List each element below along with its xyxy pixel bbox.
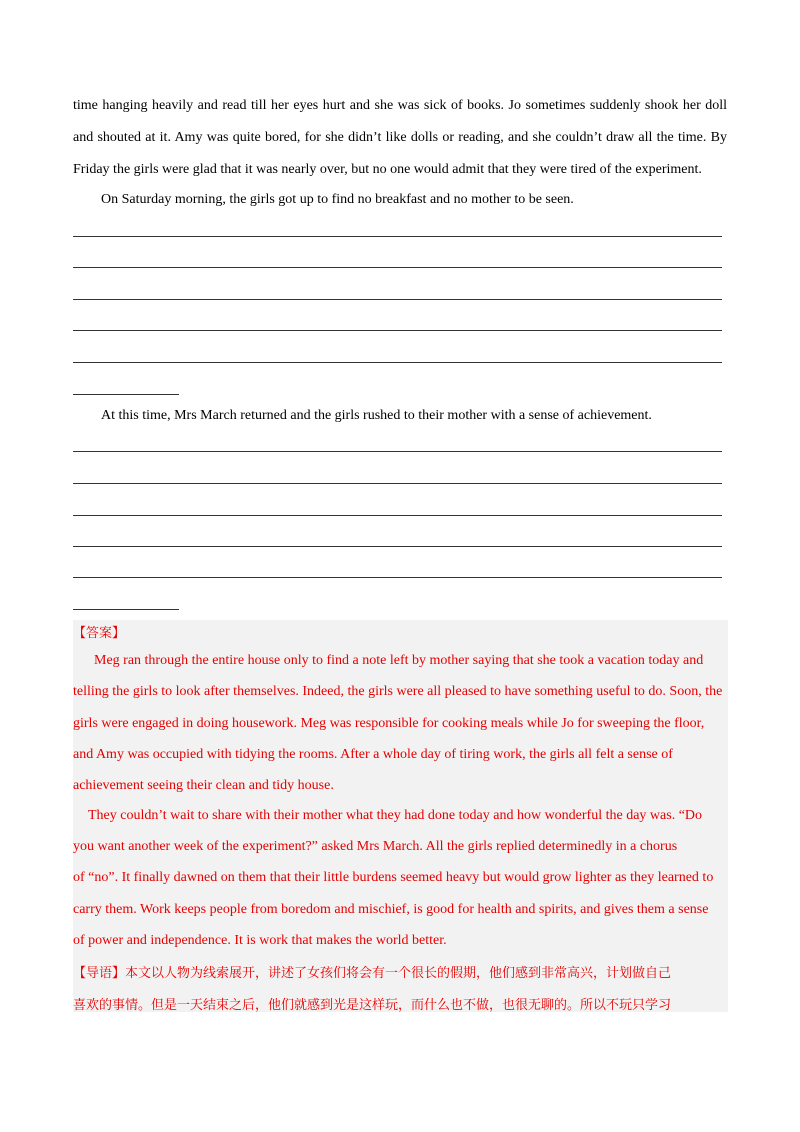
guide-line-2: 喜欢的事情。但是一天结束之后，他们就感到光是这样玩，而什么也不做，也很无聊的。所以不玩只学习: [73, 998, 672, 1013]
answer-para2-line-5: of power and independence. It is work that makes the world better.: [73, 933, 447, 948]
passage-line-3: Friday the girls were glad that it was nearly over, but no one would admit that they were tired of the experiment.: [73, 162, 702, 177]
guide-text-1: 本文以人物为线索展开，讲述了女孩们将会有一个很长的假期，他们感到非常高兴，计划做自己: [125, 966, 672, 981]
answer-para2-line-2: you want another week of the experiment?” asked Mrs March. All the girls replied determinedly in a chorus: [73, 839, 678, 854]
writing-line: [73, 451, 722, 452]
writing-line: [73, 483, 722, 484]
writing-line: [73, 267, 722, 268]
answer-para1-line-4: and Amy was occupied with tidying the rooms. After a whole day of tiring work, the girls all felt a sense of: [73, 747, 673, 762]
continuation-prompt-2: At this time, Mrs March returned and the girls rushed to their mother with a sense of achievement.: [101, 408, 652, 423]
answer-para1-line-5: achievement seeing their clean and tidy house.: [73, 778, 334, 793]
writing-line: [73, 577, 722, 578]
writing-line-short: [73, 609, 179, 610]
answer-para1-line-1: Meg ran through the entire house only to find a note left by mother saying that she took a vacation today and: [94, 653, 704, 668]
passage-line-2: and shouted at it. Amy was quite bored, for she didn’t like dolls or reading, and she couldn’t draw all the time. By: [73, 130, 727, 145]
writing-line: [73, 546, 722, 547]
writing-line: [73, 362, 722, 363]
answer-para1-line-3: girls were engaged in doing housework. Meg was responsible for cooking meals while Jo for sweeping the floor,: [73, 716, 705, 731]
answer-para2-line-4: carry them. Work keeps people from boredom and mischief, is good for health and spirits, and gives them a sense: [73, 902, 709, 917]
writing-line: [73, 515, 722, 516]
guide-label: 【导语】: [73, 966, 126, 981]
passage-line-1: time hanging heavily and read till her eyes hurt and she was sick of books. Jo sometimes suddenly shook her doll: [73, 98, 727, 113]
answer-label: 【答案】: [73, 626, 126, 641]
writing-line-short: [73, 394, 179, 395]
writing-line: [73, 236, 722, 237]
answer-para2-line-1: They couldn’t wait to share with their mother what they had done today and how wonderful the day was. “Do: [88, 808, 703, 823]
answer-para2-line-3: of “no”. It finally dawned on them that their little burdens seemed heavy but would grow lighter as they learned to: [73, 870, 714, 885]
continuation-prompt-1: On Saturday morning, the girls got up to find no breakfast and no mother to be seen.: [101, 192, 574, 207]
answer-para1-line-2: telling the girls to look after themselves. Indeed, the girls were all pleased to have something useful to do. Soon, the: [73, 684, 723, 699]
guide-line-1: [73, 962, 671, 981]
writing-line: [73, 330, 722, 331]
writing-line: [73, 299, 722, 300]
